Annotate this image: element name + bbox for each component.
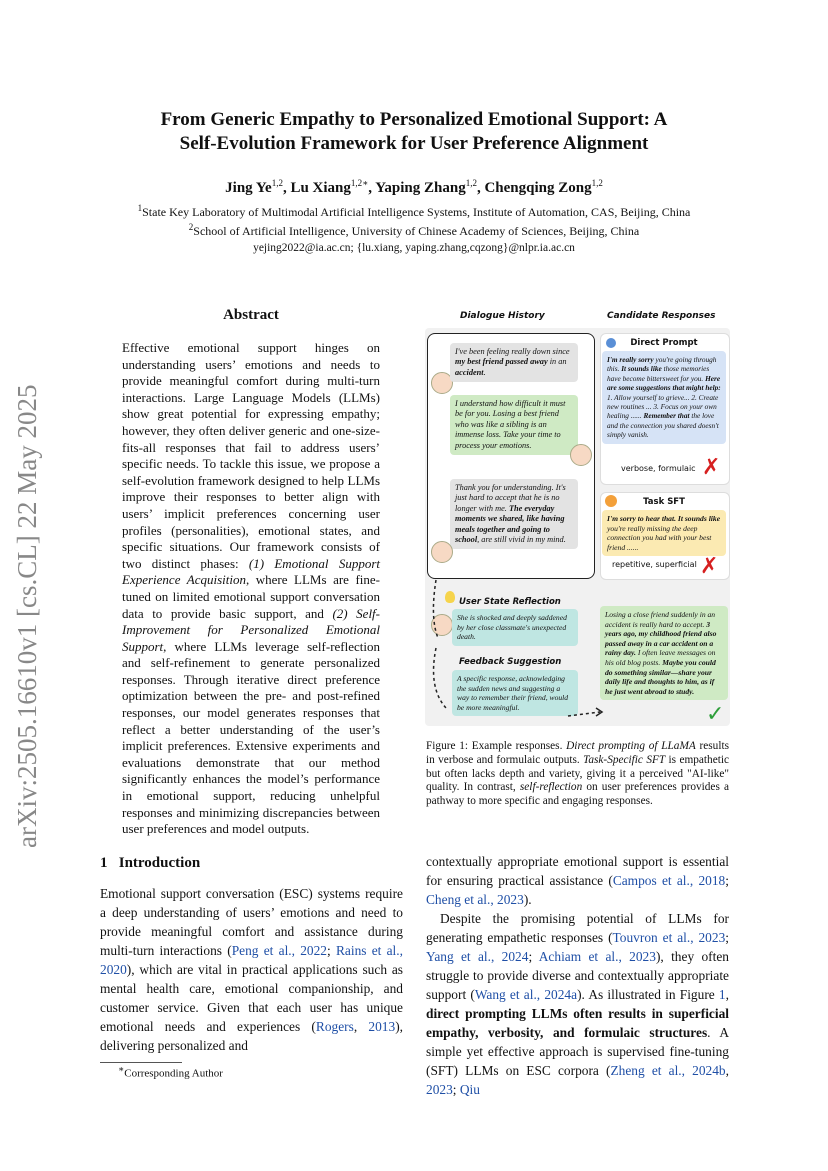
user-avatar-icon xyxy=(431,541,453,563)
reflection-flow-arrows xyxy=(426,578,606,724)
task-sft-tag: repetitive, superficial xyxy=(612,560,697,569)
dialogue-turn-user-2: Thank you for understanding. It's just hard to accept that he is no longer with me. The everyday moments we shared, like having meals together and going to school, are still vivid in my mind. xyxy=(450,479,578,549)
x-mark-icon: ✗ xyxy=(702,455,721,480)
feedback-suggestion-text: A specific response, acknowledging the sudden news and suggesting a way to remember their friend, would be more meaningful. xyxy=(452,670,578,716)
citation-link[interactable]: 2023 xyxy=(426,1082,453,1097)
author: Chengqing Zong xyxy=(484,180,592,196)
figure-label-candidate-responses: Candidate Responses xyxy=(607,311,716,321)
citation-link[interactable]: Rogers xyxy=(315,1019,354,1034)
author: Yaping Zhang xyxy=(375,180,466,196)
intro-paragraph-1: Emotional support conversation (ESC) systems require a deep understanding of users’ emotions and need to provide meaningful comfort and assistance during multi-turn interactions (Peng et al., 2022; Rains et al., 2020), which are vital in practical applications such as mental health care, emotional companionship, and customer service. Given that each user has unique emotional needs and experiences (Rogers, 2013), delivering personalized and xyxy=(100,886,403,1053)
abstract-text: Effective emotional support hinges on understanding users’ emotions and needs to provide meaningful comfort during multi-turn interactions. Large Language Models (LLMs) show great potential for expressing empathy; however, they often deliver generic and one-size-fits-all responses that fail to address users’ specific needs. To tackle this issue, we propose a self-evolution framework designed to help LLMs improve their responses to better align with users’ implicit preferences concerning user profiles (personalities), emotional states, and specific situations. Our framework consists of two distinct phases: (1) Emotional Support Experience Acquisition, where LLMs are fine-tuned on limited emotional support conversation data to provide basic support, and (2) Self-Improvement for Personalized Emotional Support, where LLMs leverage self-reflection and self-refinement to generate personalized responses. Through iterative direct preference optimization between the pre- and post-refined responses, our model generates responses that reflect a better understanding of the user’s implicit preferences. Extensive experiments and evaluations demonstrate that our method significantly enhances the model’s performance in emotional support, reducing unhelpful responses and minimizing discrepancies between user preferences and model outputs. xyxy=(122,340,381,837)
author-emails: yejing2022@ia.ac.cn; {lu.xiang, yaping.zhang,cqzong}@nlpr.ia.ac.cn xyxy=(253,242,575,254)
task-sft-response: I'm sorry to hear that. It sounds like you're really missing the deep connection you had with your best friend ...... xyxy=(602,510,726,556)
author: Jing Ye xyxy=(225,180,272,196)
intro-paragraph-2: Despite the promising potential of LLMs for generating empathetic responses (Touvron et al., 2023; Yang et al., 2024; Achiam et al., 2023), they often struggle to provide diverse and contextually appropriate support (Wang et al., 2024a). As illustrated in Figure 1, direct prompting LLMs often results in superficial empathy, verbosity, and formulaic structures. A simple yet effective approach is supervised fine-tuning (SFT) LLMs on ESC corpora (Zheng et al., 2024b, 2023; Qiu xyxy=(426,911,729,1097)
citation-link[interactable]: Peng et al., 2022 xyxy=(231,943,327,958)
citation-link[interactable]: Wang et al., 2024a xyxy=(474,987,578,1002)
section-heading-introduction: 1 Introduction xyxy=(100,855,201,871)
intro-column-2 xyxy=(426,852,729,1099)
author: Lu Xiang xyxy=(290,180,351,196)
author-list: Jing Ye$^{1,2}$, Lu Xiang$^{1,2∗}$, Yaping Zhang$^{1,2}$, Chengqing Zong$^{1,2}$ xyxy=(225,178,603,196)
direct-prompt-title: Direct Prompt xyxy=(630,338,698,348)
task-sft-title: Task SFT xyxy=(643,497,685,507)
affiliation-2: $^2$School of Artificial Intelligence, University of Chinese Academy of Sciences, Beijing, China xyxy=(188,222,640,238)
citation-link[interactable]: Rains et al., 2020 xyxy=(100,943,403,977)
check-mark-icon: ✓ xyxy=(706,702,725,727)
citation-link[interactable]: Touvron et al., 2023 xyxy=(612,930,726,945)
direct-prompt-response: I'm really sorry you're going through this. It sounds like those memories have become bittersweet for you. Here are some suggestions that might help: 1. Allow yourself to grieve... 2. Create new routines ... 3. Focus on your own healing ...... Remember that the love and the connection you shared doesn't simply vanish. xyxy=(602,351,726,444)
paper-title: From Generic Empathy to Personalized Emotional Support: A Self-Evolution Framework for User Preference Alignment xyxy=(160,109,668,154)
intro-paragraph-1-cont: contextually appropriate emotional support is essential for ensuring practical assistance (Campos et al., 2018; Cheng et al., 2023). xyxy=(426,854,729,907)
dialogue-turn-bot-1: I understand how difficult it must be for you. Losing a best friend who was like a sibling is an immense loss. Take your time to process your emotions. xyxy=(450,395,578,455)
citation-link[interactable]: Qiu xyxy=(459,1082,480,1097)
x-mark-icon: ✗ xyxy=(700,554,719,579)
affiliation-1: $^1$State Key Laboratory of Multimodal Artificial Intelligence Systems, Institute of Automation, CAS, Beijing, China xyxy=(137,203,691,219)
citation-link[interactable]: 2013 xyxy=(368,1019,396,1034)
abstract-heading: Abstract xyxy=(223,307,279,323)
figure-1-caption: Figure 1: Example responses. Direct prompting of LLaMA results in verbose and formulaic outputs. Task-Specific SFT is empathetic but often lacks depth and variety, giving it a perceived "AI-like" quality. In contrast, self-reflection on user preferences provides a pathway to more specific and engaging responses. xyxy=(426,740,729,808)
citation-link[interactable]: Cheng et al., 2023 xyxy=(426,892,524,907)
footnote-rule xyxy=(100,1062,182,1063)
citation-link[interactable]: Campos et al., 2018 xyxy=(612,873,726,888)
personalized-response: Losing a close friend suddenly in an accident is really hard to accept. 3 years ago, my childhood friend also passed away in a car accident on a rainy day. I often leave messages on his old blog posts. Maybe you could do something similar—share your daily life and thoughts to him, as if he just went abroad to study. xyxy=(600,606,728,700)
citation-link[interactable]: Yang et al., 2024 xyxy=(426,949,529,964)
citation-link[interactable]: Achiam et al., 2023 xyxy=(538,949,656,964)
footnote: ∗Corresponding Author xyxy=(118,1064,223,1080)
feedback-suggestion-title: Feedback Suggestion xyxy=(459,657,562,667)
user-state-reflection-title: User State Reflection xyxy=(459,597,561,607)
bot-avatar-icon xyxy=(570,444,592,466)
user-state-reflection-text: She is shocked and deeply saddened by her close classmate's unexpected death. xyxy=(452,609,578,646)
citation-link[interactable]: Zheng et al., 2024b xyxy=(610,1063,726,1078)
dialogue-turn-user-1: I've been feeling really down since my best friend passed away in an accident. xyxy=(450,343,578,382)
figure-label-dialogue-history: Dialogue History xyxy=(460,311,545,321)
direct-prompt-tag: verbose, formulaic xyxy=(621,464,696,473)
figure-link[interactable]: 1 xyxy=(718,987,726,1002)
